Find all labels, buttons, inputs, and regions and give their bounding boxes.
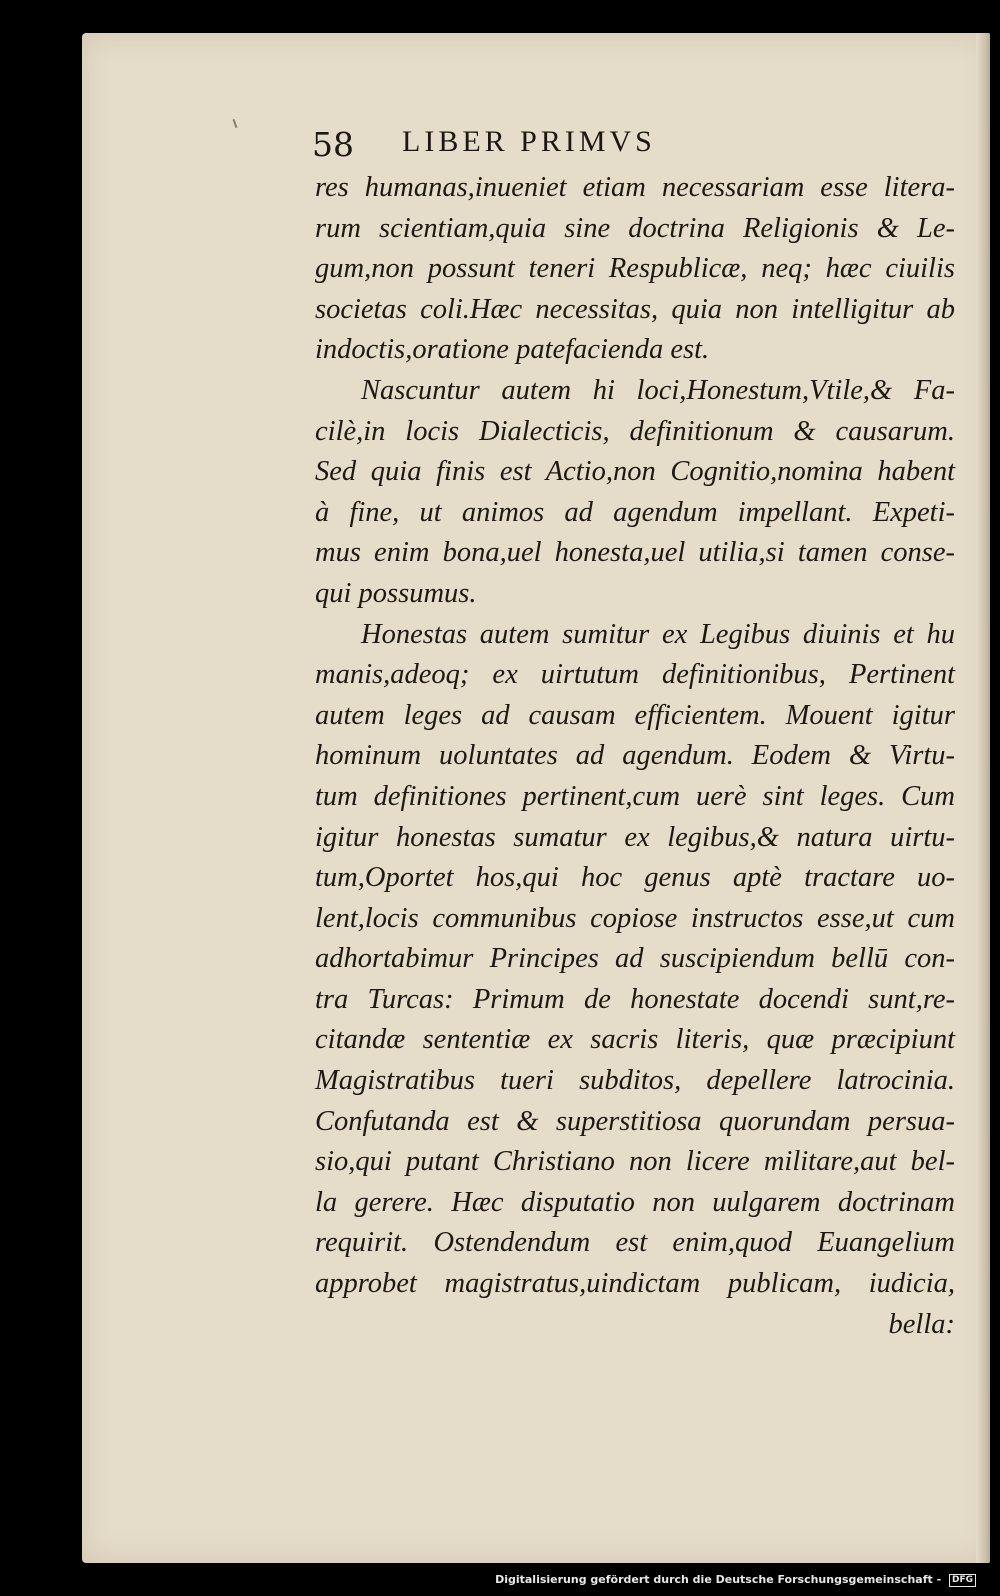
dfg-logo: DFG — [949, 1574, 976, 1587]
text-line: tum definitiones pertinent,cum uerè sint leges. Cum — [315, 780, 955, 812]
text-line: la gerere. Hæc disputatio non uulgarem doctrinam — [315, 1186, 955, 1218]
text-line: qui possumus. — [315, 577, 477, 609]
text-line: hominum uoluntates ad agendum. Eodem & Virtu- — [315, 740, 955, 772]
text-line: requirit. Ostendendum est enim,quod Euangelium — [315, 1227, 955, 1259]
digitization-credit — [495, 1573, 976, 1587]
text-line: lent,locis communibus copiose instructos esse,ut cum — [315, 902, 955, 934]
page-header — [312, 125, 832, 173]
text-line: à fine, ut animos ad agendum impellant. Expeti- — [315, 496, 955, 528]
running-head: LIBER PRIMVS — [402, 125, 656, 158]
ink-mark — [233, 119, 238, 128]
text-line: Confutanda est & superstitiosa quorundam persua- — [315, 1105, 955, 1137]
body-text — [315, 168, 955, 1345]
text-line: indoctis,oratione patefacienda est. — [315, 334, 710, 366]
text-line: sio,qui putant Christiano non licere militare,aut bel- — [315, 1146, 955, 1178]
text-line: Magistratibus tueri subditos, depellere latrocinia. — [315, 1065, 955, 1097]
catchword: bella: — [888, 1308, 955, 1340]
text-line: Nascuntur autem hi loci,Honestum,Vtile,& Fa- — [361, 374, 955, 406]
text-line: approbet magistratus,uindictam publicam, iudicia, — [315, 1268, 955, 1300]
text-line: tra Turcas: Primum de honestate docendi sunt,re- — [315, 983, 955, 1015]
text-line: Honestas autem sumitur ex Legibus diuinis et hu — [361, 618, 955, 650]
text-line: autem leges ad causam efficientem. Mouent igitur — [315, 699, 955, 731]
text-line: tum,Oportet hos,qui hoc genus aptè tractare uo- — [315, 862, 955, 894]
text-line: mus enim bona,uel honesta,uel utilia,si tamen conse- — [315, 537, 955, 569]
credit-text: Digitalisierung gefördert durch die Deutsche Forschungsgemeinschaft - — [495, 1573, 942, 1586]
text-line: igitur honestas sumatur ex legibus,& natura uirtu- — [315, 821, 955, 853]
text-line: societas coli.Hæc necessitas, quia non intelligitur ab — [315, 293, 955, 325]
text-line: adhortabimur Principes ad suscipiendum bellū con- — [315, 943, 955, 975]
page-number: 58 — [312, 125, 354, 164]
page-edge — [976, 33, 990, 1563]
text-line: rum scientiam,quia sine doctrina Religionis & Le- — [315, 212, 955, 244]
text-line: citandæ sententiæ ex sacris literis, quæ præcipiunt — [315, 1024, 955, 1056]
text-line: res humanas,inueniet etiam necessariam esse litera- — [315, 172, 955, 203]
book-page — [82, 33, 990, 1563]
text-line: Sed quia finis est Actio,non Cognitio,nomina habent — [315, 456, 955, 488]
text-line: manis,adeoq; ex uirtutum definitionibus, Pertinent — [315, 659, 955, 691]
text-line: cilè,in locis Dialecticis, definitionum & causarum. — [315, 415, 955, 447]
text-line: gum,non possunt teneri Respublicæ, neq; hæc ciuilis — [315, 253, 955, 285]
